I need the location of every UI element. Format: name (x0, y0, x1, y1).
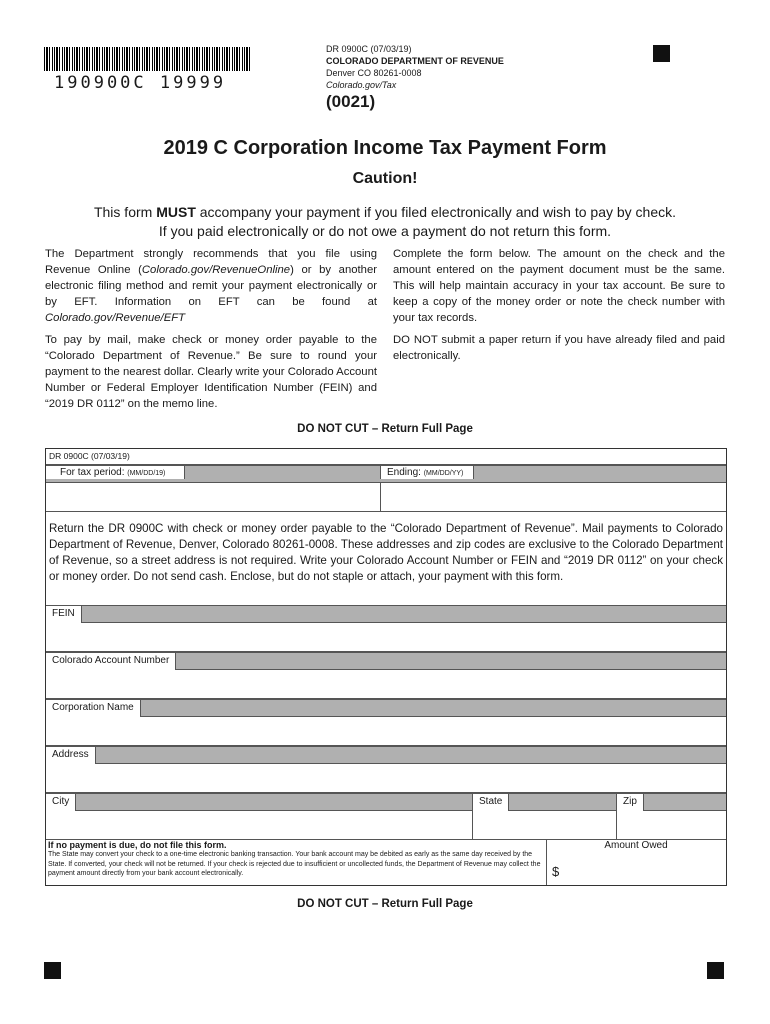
account-number-label: Colorado Account Number (46, 653, 176, 670)
form-id: DR 0900C (07/03/19) (326, 44, 412, 54)
state-label: State (472, 794, 509, 811)
right-paragraph-1: Complete the form below. The amount on the check and the amount entered on the payment document must be the same. This will help maintain accuracy in your tax account. Be sure to keep a copy of the money order or note the check number with your tax records. (393, 248, 725, 324)
ending-label: Ending: (MM/DD/YY) (380, 466, 474, 479)
form-id-row (46, 449, 726, 465)
department-website: Colorado.gov/Tax (326, 80, 397, 90)
address-input[interactable] (46, 764, 726, 793)
page-title: 2019 C Corporation Income Tax Payment Form (163, 137, 607, 159)
fein-label: FEIN (46, 606, 82, 623)
form-code: (0021) (326, 92, 376, 111)
left-paragraph-2: To pay by mail, make check or money order payable to the “Colorado Department of Revenue.” Be sure to round your payment to the nearest dollar. Clearly write your Colorado Account Number or Federal Employer Identification Number (FEIN) and “2019 DR 0112” on the memo line. (45, 334, 377, 410)
barcode (44, 47, 252, 71)
dollar-sign: $ (552, 864, 560, 879)
right-column (393, 246, 725, 370)
amount-owed-label: Amount Owed (604, 840, 668, 851)
form-id-label: DR 0900C (07/03/19) (49, 451, 130, 461)
state-divider (472, 794, 473, 839)
tax-period-divider (380, 483, 381, 511)
form-header (326, 43, 504, 91)
no-payment-section (48, 840, 543, 879)
department-address: Denver CO 80261-0008 (326, 68, 422, 78)
corporation-name-input[interactable] (46, 717, 726, 746)
registration-mark-bottom-right (707, 962, 724, 979)
do-not-cut-bottom: DO NOT CUT – Return Full Page (297, 898, 473, 910)
fine-print: The State may convert your check to a one-time electronic banking transaction. Your bank account may be debited as early as the same day received by the State. If converted, your check will not be returned. If your check is rejected due to insufficient or uncollected funds, the Department of Revenue may collect the payment amount directly from your bank account electronically. (48, 851, 541, 877)
intro-text (0, 203, 770, 241)
city-label: City (46, 794, 76, 811)
fein-input[interactable] (46, 623, 726, 652)
city-input[interactable] (46, 811, 472, 839)
registration-mark-bottom-left (44, 962, 61, 979)
tax-period-label: For tax period: (MM/DD/19) (46, 466, 185, 479)
do-not-cut-top: DO NOT CUT – Return Full Page (297, 423, 473, 435)
no-payment-notice: If no payment is due, do not file this form. (48, 840, 227, 850)
zip-input[interactable] (617, 811, 726, 839)
fein-bar (46, 605, 726, 623)
form-instructions: Return the DR 0900C with check or money order payable to the “Colorado Department of Revenue”. Mail payments to Colorado Department of Revenue, Denver, Colorado 80261-0008. These addresses and zip codes are exclusive to the Colorado Department of Revenue, so a street address is not required. Write your Colorado Account Number or FEIN and “2019 DR 0112” on your check or money order. Do not send cash. Enclose, but do not staple or attach, your payment with this form. (49, 522, 723, 583)
account-number-input[interactable] (46, 670, 726, 699)
state-input[interactable] (473, 811, 616, 839)
left-paragraph-1: The Department strongly recommends that you file using Revenue Online (Colorado.gov/RevenueOnline) or by another electronic filing method and remit your payment electronically or by EFT. Information on EFT can be found at Colorado.gov/Revenue/EFT (45, 248, 377, 324)
caution-heading: Caution! (352, 170, 418, 187)
zip-divider (616, 794, 617, 839)
intro-line-1: This form MUST accompany your payment if you filed electronically and wish to pay by check. (93, 204, 677, 220)
corporation-name-bar (46, 699, 726, 717)
registration-mark-top-right (653, 45, 670, 62)
amount-owed-input[interactable] (566, 855, 726, 885)
address-bar (46, 746, 726, 764)
intro-line-2: If you paid electronically or do not owe a payment do not return this form. (158, 223, 612, 239)
corporation-name-label: Corporation Name (46, 700, 141, 717)
payment-form (45, 448, 727, 886)
left-column (45, 246, 377, 418)
address-label: Address (46, 747, 96, 764)
department-name: COLORADO DEPARTMENT OF REVENUE (326, 56, 504, 66)
zip-label: Zip (616, 794, 644, 811)
right-paragraph-2: DO NOT submit a paper return if you have already filed and paid electronically. (393, 334, 725, 362)
tax-period-input-row[interactable] (46, 483, 726, 512)
barcode-number: 190900C 19999 (54, 73, 227, 93)
